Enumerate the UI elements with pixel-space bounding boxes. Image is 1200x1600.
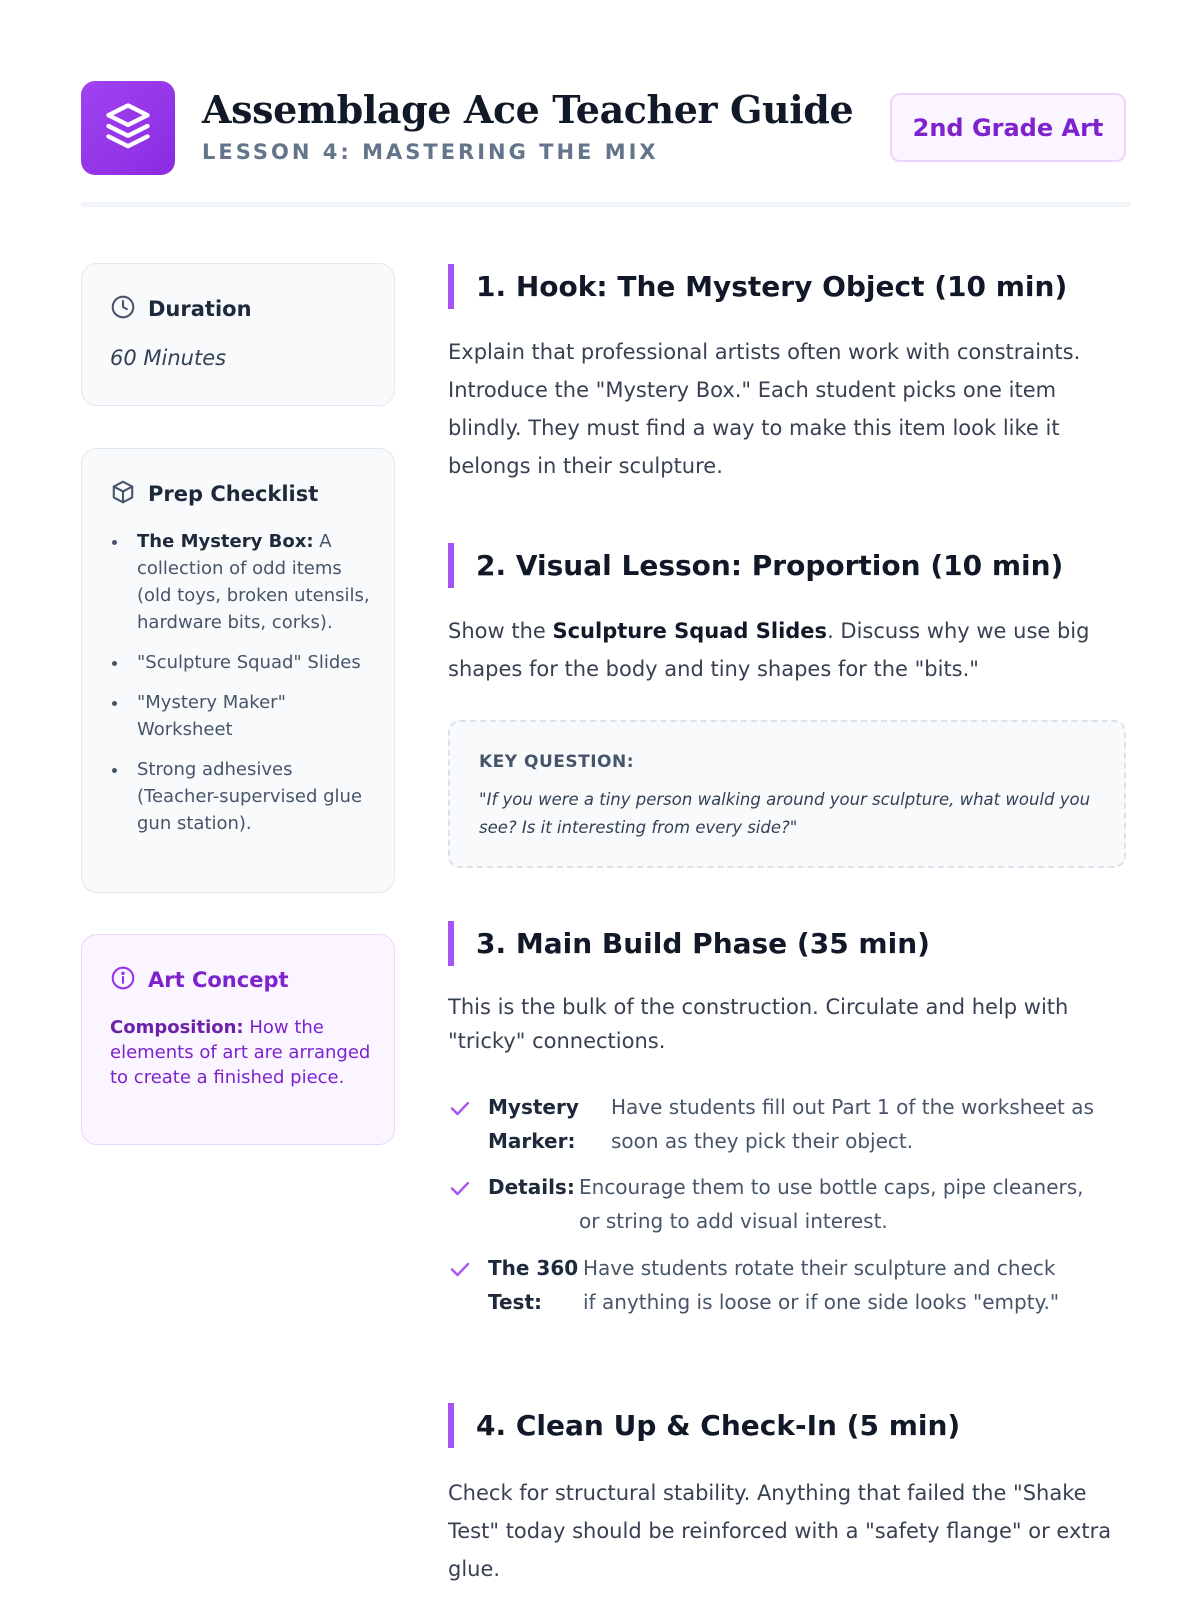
concept-label: Art Concept [148,968,289,992]
logo [81,81,175,175]
check-desc: Have students rotate their sculpture and check if anything is loose or if one side looks "empty." [583,1256,1060,1314]
key-question-text: "If you were a tiny person walking around your sculpture, what would you see? Is it interesting from every side?" [479,790,1091,837]
section-body-clean-up: Check for structural stability. Anything that failed the "Shake Test" today should be reinforced with a "safety flange" or extra glue. [448,1481,1112,1581]
section-heading-visual-lesson: 2. Visual Lesson: Proportion (10 min) [448,543,1063,588]
list-item: "Mystery Maker" Worksheet [110,689,380,743]
section-heading-hook: 1. Hook: The Mystery Object (10 min) [448,264,1067,309]
prep-label: Prep Checklist [148,482,319,506]
page-header [81,81,1131,175]
grade-badge: 2nd Grade Art [890,93,1126,162]
prep-card-header [110,479,318,509]
section-body-hook: Explain that professional artists often work with constraints. Introduce the "Mystery Box." Each student picks one item blindly. They must find a way to make this item look like it belongs in their sculpture. [448,340,1081,478]
check-term: Mystery Marker: [488,1095,579,1153]
check-term: Details: [488,1175,575,1199]
check-icon [448,1170,488,1238]
section-heading-clean-up: 4. Clean Up & Check-In (5 min) [448,1403,960,1448]
page-title: Assemblage Ace Teacher Guide [202,87,854,132]
section-body-build-phase: This is the bulk of the construction. Circulate and help with "tricky" connections. [448,995,1069,1053]
lesson-subtitle: LESSON 4: MASTERING THE MIX [202,140,659,164]
check-desc: Encourage them to use bottle caps, pipe cleaners, or string to add visual interest. [579,1175,1084,1233]
prep-list [110,528,380,850]
concept-description: Composition: How the elements of art are arranged to create a finished piece. [110,1017,371,1088]
info-icon [110,965,136,995]
header-divider [81,202,1131,207]
prep-checklist-card [81,448,395,893]
list-item: Strong adhesives (Teacher-supervised glue gun station). [110,756,380,837]
box-icon [110,479,136,509]
duration-card-header [110,294,252,324]
concept-card-header [110,965,289,995]
art-concept-card [81,934,395,1145]
section-heading-build-phase: 3. Main Build Phase (35 min) [448,921,930,966]
duration-value: 60 Minutes [110,346,227,370]
clock-icon [110,294,136,324]
list-item: "Sculpture Squad" Slides [110,649,380,676]
layers-icon [102,100,154,156]
check-icon [448,1090,488,1158]
check-desc: Have students fill out Part 1 of the worksheet as soon as they pick their object. [611,1095,1094,1153]
check-icon [448,1251,488,1319]
list-item: The Mystery Box: A collection of odd items (old toys, broken utensils, hardware bits, corks). [110,528,380,636]
duration-card [81,263,395,406]
check-term: The 360 Test: [488,1256,579,1314]
key-question-label: KEY QUESTION: [479,752,635,772]
section-body-visual-lesson: Show the Sculpture Squad Slides. Discuss why we use big shapes for the body and tiny shapes for the "bits." [448,619,1090,681]
key-question-box [448,720,1126,868]
list-item [448,1090,1101,1158]
duration-label: Duration [148,297,252,321]
list-item [448,1170,1099,1238]
list-item [448,1251,1063,1319]
